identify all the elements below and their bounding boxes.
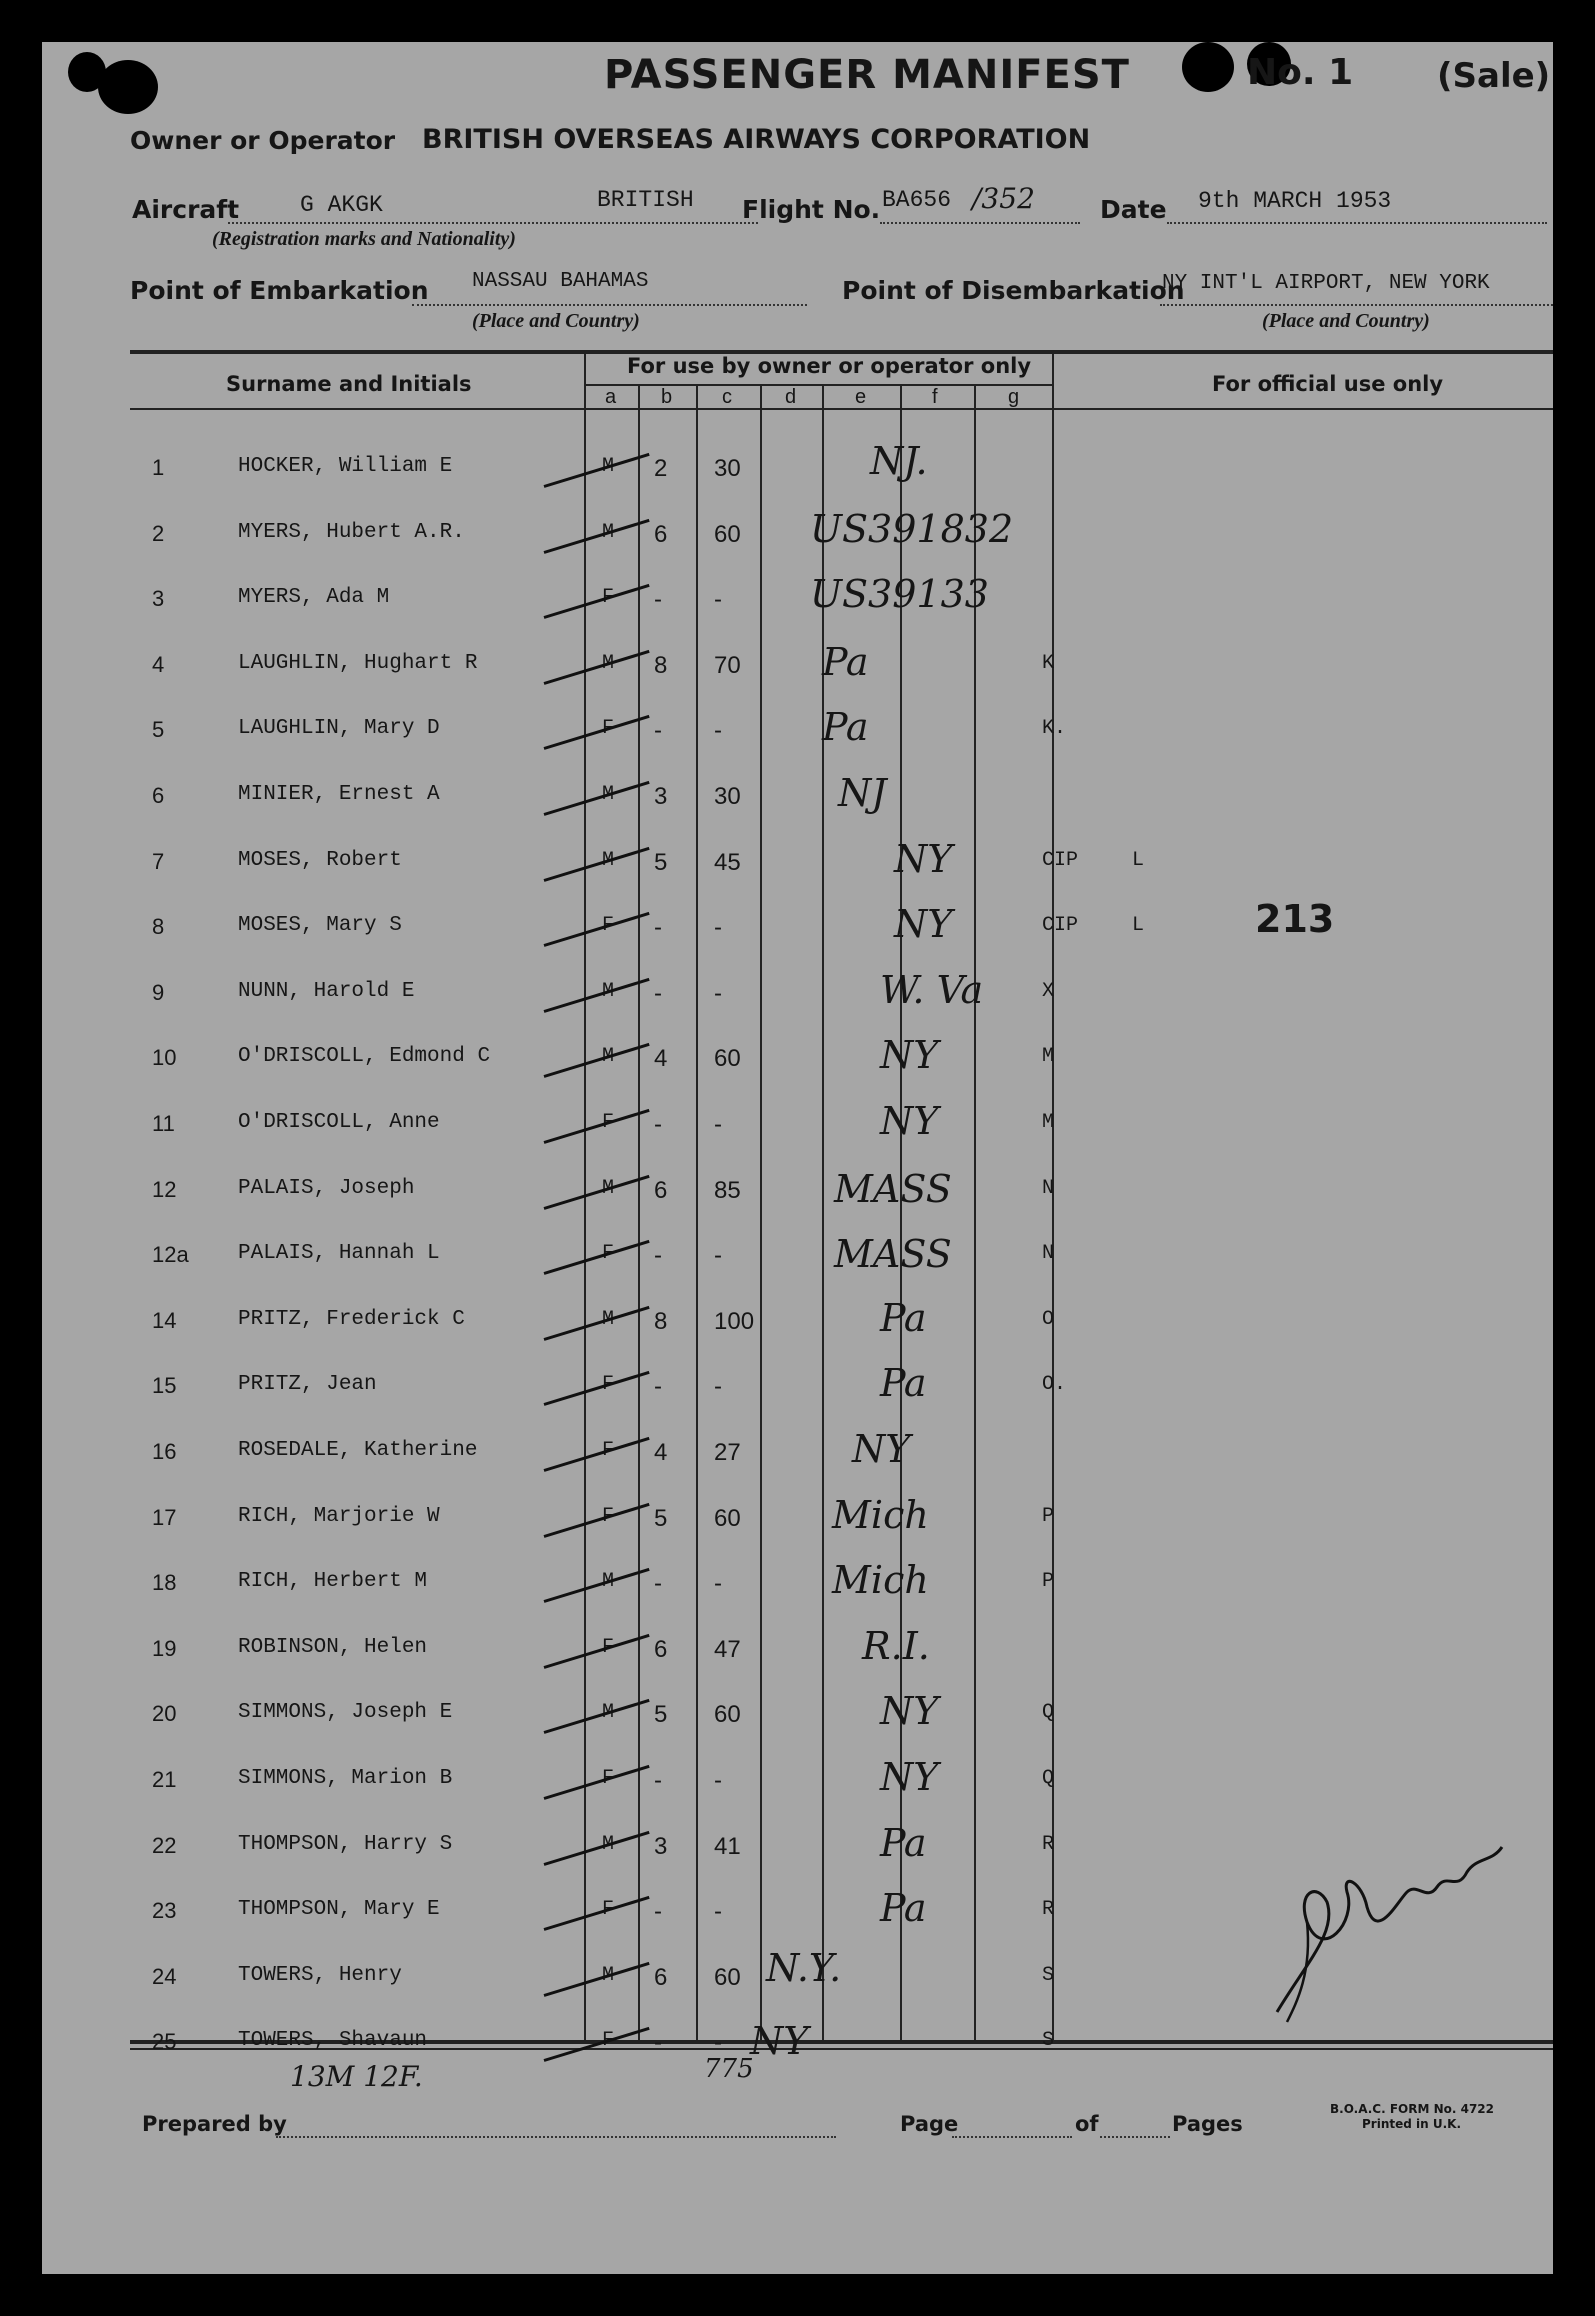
embark-place-note: (Place and Country) [472,310,640,332]
baggage-weight: - [714,980,722,1007]
col-rule-c-d [760,384,762,2040]
embark-label: Point of Embarkation [130,276,429,305]
baggage-pieces: 6 [654,1636,668,1663]
baggage-weight: - [714,1767,722,1794]
handwritten-state: NY [880,1099,939,1143]
baggage-weight: - [714,1111,722,1138]
check-tick [544,912,650,947]
baggage-pieces: - [654,1767,662,1794]
baggage-pieces: 2 [654,455,668,482]
code-g: CIP [1042,914,1079,937]
page-label: Page [900,2112,959,2136]
baggage-pieces: 3 [654,1833,668,1860]
sub-col-g: g [1008,386,1020,408]
disembark-label: Point of Disembarkation [842,276,1185,305]
baggage-weight: - [714,914,722,941]
check-tick [544,584,650,619]
code-g: K [1042,652,1055,675]
check-tick [544,847,650,882]
date-value: 9th MARCH 1953 [1198,188,1392,214]
baggage-pieces: 5 [654,1701,668,1728]
baggage-weight: - [714,2029,722,2056]
passenger-name: O'DRISCOLL, Anne [238,1111,440,1134]
code-g: K. [1042,717,1067,740]
check-tick [544,453,650,488]
passenger-name: NUNN, Harold E [238,980,415,1003]
handwritten-state: Pa [822,705,869,749]
owner-value: BRITISH OVERSEAS AIRWAYS CORPORATION [422,124,1091,155]
row-number: 22 [152,1833,177,1858]
code-g: N [1042,1177,1055,1200]
passenger-name: RICH, Herbert M [238,1570,428,1593]
check-tick [544,650,650,685]
handwritten-state: NJ [838,771,887,815]
baggage-pieces: 4 [654,1045,668,1072]
flight-dotline [880,222,1080,224]
baggage-pieces: - [654,1111,662,1138]
check-tick [544,1306,650,1341]
printed-in: Printed in U.K. [1362,2117,1462,2131]
passenger-name: ROSEDALE, Katherine [238,1439,478,1462]
baggage-pieces: - [654,1570,662,1597]
passenger-name: PRITZ, Frederick C [238,1308,465,1331]
sub-col-a: a [605,386,617,408]
sub-col-e: e [855,386,867,408]
row-number: 5 [152,717,165,742]
baggage-weight: 47 [714,1636,741,1663]
col-rule-b-c [696,384,698,2040]
handwritten-state: Pa [880,1821,927,1865]
baggage-pieces: 4 [654,1439,668,1466]
row-number: 23 [152,1898,177,1923]
manifest-title: PASSENGER MANIFEST [604,52,1130,98]
baggage-pieces: 5 [654,1505,668,1532]
handwritten-state: Pa [822,640,869,684]
flight-value-hand: /352 [972,182,1035,215]
totals-sex-handwritten: 13M 12F. [290,2060,423,2093]
row-number: 18 [152,1570,177,1595]
passenger-name: PRITZ, Jean [238,1373,377,1396]
check-tick [544,2027,650,2062]
row-number: 6 [152,783,165,808]
row-number: 7 [152,849,165,874]
subheader-rule [584,384,1053,386]
sub-col-d: d [785,386,797,408]
form-number: B.O.A.C. FORM No. 4722 [1330,2102,1494,2116]
row-number: 10 [152,1045,177,1070]
code-g: X [1042,980,1055,1003]
baggage-pieces: 6 [654,1964,668,1991]
baggage-weight: - [714,586,722,613]
handwritten-state: Pa [880,1361,927,1405]
page-dotline [952,2136,1072,2138]
disembark-place-note: (Place and Country) [1262,310,1430,332]
check-tick [544,1962,650,1997]
handwritten-state: NY [880,1689,939,1733]
passenger-name: MINIER, Ernest A [238,783,440,806]
date-label: Date [1100,195,1167,224]
col-rule-d-e [822,384,824,2040]
owner-label: Owner or Operator [130,126,396,155]
row-number: 17 [152,1505,177,1530]
aircraft-dotline [228,222,758,224]
handwritten-state: Mich [832,1558,929,1602]
row-number: 12a [152,1242,189,1267]
official-use-header: For official use only [1212,372,1444,396]
code-g: P [1042,1570,1055,1593]
baggage-weight: 45 [714,849,741,876]
passenger-name: LAUGHLIN, Hughart R [238,652,478,675]
passenger-name: THOMPSON, Mary E [238,1898,440,1921]
baggage-weight: - [714,1898,722,1925]
check-tick [544,1765,650,1800]
row-number: 12 [152,1177,177,1202]
flight-label: Flight No. [742,195,881,224]
baggage-weight: 60 [714,521,741,548]
row-number: 14 [152,1308,177,1333]
date-dotline [1167,222,1547,224]
baggage-weight: 60 [714,1045,741,1072]
passenger-name: MYERS, Ada M [238,586,390,609]
handwritten-state: Pa [880,1296,927,1340]
code-g: O [1042,1308,1055,1331]
prepared-by-dotline [276,2136,836,2138]
passenger-name: SIMMONS, Marion B [238,1767,453,1790]
baggage-pieces: - [654,1242,662,1269]
baggage-pieces: - [654,914,662,941]
check-tick [544,978,650,1013]
check-tick [544,1175,650,1210]
row-number: 3 [152,586,165,611]
check-tick [544,1634,650,1669]
prepared-by-label: Prepared by [142,2112,287,2136]
disembark-value: NY INT'L AIRPORT, NEW YORK [1162,272,1490,295]
baggage-pieces: - [654,2029,662,2056]
baggage-weight: 30 [714,783,741,810]
passenger-name: TOWERS, Henry [238,1964,402,1987]
check-tick [544,1437,650,1472]
check-tick [544,1568,650,1603]
baggage-pieces: 6 [654,1177,668,1204]
check-tick [544,1831,650,1866]
baggage-weight: - [714,1570,722,1597]
handwritten-state: NY [894,837,953,881]
baggage-weight: 60 [714,1701,741,1728]
code-g: R [1042,1898,1055,1921]
col-rule-a-b [638,384,640,2040]
col-rule-f-g [974,384,976,2040]
passenger-name: MOSES, Robert [238,849,402,872]
row-number: 8 [152,914,165,939]
baggage-pieces: 6 [654,521,668,548]
code-g: N [1042,1242,1055,1265]
passenger-name: PALAIS, Joseph [238,1177,415,1200]
nationality-value: BRITISH [597,187,694,213]
handwritten-state: W. Va [880,968,984,1012]
baggage-pieces: - [654,1898,662,1925]
passenger-name: O'DRISCOLL, Edmond C [238,1045,491,1068]
baggage-weight: 30 [714,455,741,482]
baggage-pieces: - [654,980,662,1007]
surname-column-header: Surname and Initials [226,372,472,396]
header-bottom-rule [130,408,1553,410]
handwritten-state: NY [894,902,953,946]
code-g: O. [1042,1373,1067,1396]
check-tick [544,1240,650,1275]
handwritten-state: NY [852,1427,911,1471]
row-number: 24 [152,1964,177,1989]
code-g: M [1042,1045,1055,1068]
manifest-sheet [42,42,1553,2274]
passenger-name: RICH, Marjorie W [238,1505,440,1528]
passenger-name: HOCKER, William E [238,455,453,478]
row-number: 9 [152,980,165,1005]
of-label: of [1075,2112,1099,2136]
check-tick [544,715,650,750]
row-number: 21 [152,1767,177,1792]
handwritten-state: MASS [834,1167,952,1211]
code-g: S [1042,1964,1055,1987]
row-number: 20 [152,1701,177,1726]
code-g: R [1042,1833,1055,1856]
disembark-dotline [1160,304,1553,306]
check-tick [544,1043,650,1078]
row-number: 15 [152,1373,177,1398]
sub-col-f: f [932,386,938,408]
check-tick [544,519,650,554]
baggage-weight: 60 [714,1964,741,1991]
sub-col-b: b [661,386,673,408]
passenger-name: TOWERS, Shavaun [238,2029,428,2052]
check-tick [544,1503,650,1538]
owner-use-header: For use by owner or operator only [627,354,1032,378]
passenger-name: THOMPSON, Harry S [238,1833,453,1856]
check-tick [544,781,650,816]
handwritten-state: N.Y. [766,1946,842,1990]
handwritten-state: NY [880,1033,939,1077]
passenger-name: ROBINSON, Helen [238,1636,428,1659]
registration-note: (Registration marks and Nationality) [212,228,516,250]
totals-weight-handwritten: 775 [704,2054,754,2084]
handwritten-state: MASS [834,1232,952,1276]
code-g: S [1042,2029,1055,2052]
handwritten-state: US39133 [810,572,989,616]
embark-dotline [412,304,807,306]
manifest-sale: (Sale) [1437,56,1551,96]
row-number: 25 [152,2029,177,2054]
baggage-pieces: 5 [654,849,668,876]
passenger-name: MYERS, Hubert A.R. [238,521,465,544]
code-g: CIP [1042,849,1079,872]
aircraft-value: G AKGK [300,192,383,218]
handwritten-state: US391832 [810,507,1014,551]
signature-scribble [1267,1812,1507,2032]
baggage-weight: - [714,717,722,744]
code-g: Q [1042,1767,1055,1790]
of-dotline [1100,2136,1170,2138]
code-h: L [1132,849,1145,872]
aircraft-label: Aircraft [132,195,240,224]
baggage-weight: 41 [714,1833,741,1860]
baggage-pieces: 8 [654,652,668,679]
handwritten-state: Mich [832,1493,929,1537]
handwritten-state: Pa [880,1886,927,1930]
code-g: Q [1042,1701,1055,1724]
flight-value: BA656 [882,187,952,213]
pages-label: Pages [1172,2112,1243,2136]
row-number: 2 [152,521,165,546]
baggage-weight: 70 [714,652,741,679]
baggage-weight: 100 [714,1308,755,1335]
row-number: 11 [152,1111,175,1136]
passenger-name: PALAIS, Hannah L [238,1242,440,1265]
official-stamp-number: 213 [1255,897,1335,941]
baggage-pieces: 3 [654,783,668,810]
punch-hole [1182,42,1234,92]
check-tick [544,1371,650,1406]
code-g: P [1042,1505,1055,1528]
check-tick [544,1109,650,1144]
passenger-name: MOSES, Mary S [238,914,402,937]
handwritten-state: NY [750,2019,809,2063]
handwritten-state: NJ. [870,439,928,483]
code-g: M [1042,1111,1055,1134]
handwritten-state: NY [880,1755,939,1799]
baggage-weight: 85 [714,1177,741,1204]
row-number: 19 [152,1636,177,1661]
passenger-name: SIMMONS, Joseph E [238,1701,453,1724]
baggage-weight: - [714,1242,722,1269]
baggage-pieces: 8 [654,1308,668,1335]
baggage-pieces: - [654,1373,662,1400]
check-tick [544,1896,650,1931]
code-h: L [1132,914,1145,937]
passenger-name: LAUGHLIN, Mary D [238,717,440,740]
row-number: 1 [152,455,165,480]
handwritten-state: R.I. [862,1624,930,1668]
baggage-weight: 27 [714,1439,741,1466]
manifest-number-label: No. 1 [1247,52,1354,93]
embark-value: NASSAU BAHAMAS [472,270,649,293]
row-number: 4 [152,652,165,677]
baggage-pieces: - [654,717,662,744]
baggage-weight: - [714,1373,722,1400]
row-number: 16 [152,1439,177,1464]
punch-hole [98,60,158,114]
baggage-weight: 60 [714,1505,741,1532]
check-tick [544,1699,650,1734]
sub-col-c: c [722,386,732,408]
baggage-pieces: - [654,586,662,613]
